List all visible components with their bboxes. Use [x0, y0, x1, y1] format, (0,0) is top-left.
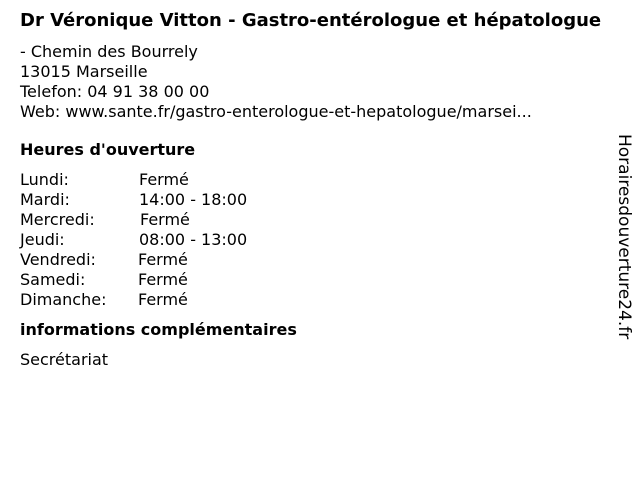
day-label: Dimanche:: [20, 290, 107, 309]
page-title: Dr Véronique Vitton - Gastro-entérologue et hépatologue: [20, 10, 602, 31]
day-label: Vendredi:: [20, 250, 96, 269]
day-label: Mardi:: [20, 190, 70, 209]
hours-value: 08:00 - 13:00: [139, 230, 248, 249]
hours-row-friday: [20, 250, 610, 270]
web-label: Web:: [20, 102, 61, 121]
day-label: Lundi:: [20, 170, 69, 189]
hours-row-saturday: [20, 270, 610, 290]
phone-label: Telefon:: [20, 82, 83, 101]
web-line: [20, 102, 610, 122]
city-address: 13015 Marseille: [20, 62, 148, 81]
hours-row-sunday: [20, 290, 610, 310]
opening-hours-heading: Heures d'ouverture: [20, 140, 196, 159]
hours-row-thursday: [20, 230, 610, 250]
hours-value: 14:00 - 18:00: [139, 190, 248, 209]
hours-value: Fermé: [140, 210, 190, 229]
address-block: [20, 42, 610, 122]
additional-info-text: Secrétariat: [20, 350, 109, 369]
hours-row-monday: [20, 170, 610, 190]
site-watermark: Horairesdouverture24.fr: [614, 134, 634, 340]
additional-info-heading: informations complémentaires: [20, 320, 297, 339]
hours-row-tuesday: [20, 190, 610, 210]
day-label: Jeudi:: [20, 230, 65, 249]
opening-hours-table: [20, 170, 610, 310]
phone-line: [20, 82, 610, 102]
phone-number[interactable]: 04 91 38 00 00: [87, 82, 210, 101]
hours-value: Fermé: [139, 170, 189, 189]
hours-value: Fermé: [138, 290, 188, 309]
hours-value: Fermé: [138, 250, 188, 269]
business-card: [20, 10, 610, 370]
street-address: - Chemin des Bourrely: [20, 42, 198, 61]
day-label: Samedi:: [20, 270, 86, 289]
hours-value: Fermé: [138, 270, 188, 289]
hours-row-wednesday: [20, 210, 610, 230]
website-link[interactable]: www.sante.fr/gastro-enterologue-et-hepatologue/marsei...: [65, 102, 532, 121]
day-label: Mercredi:: [20, 210, 95, 229]
